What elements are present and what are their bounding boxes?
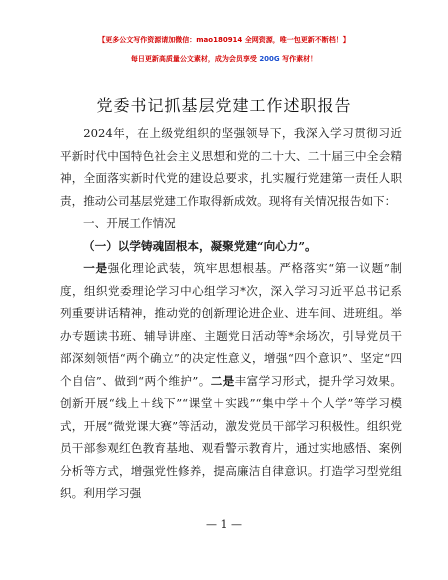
document-body <box>60 122 402 505</box>
point-lead-2: 二是 <box>210 373 235 388</box>
document-title: 党委书记抓基层党建工作述职报告 <box>96 96 352 115</box>
promo-banner-text-b: 200G <box>259 55 280 63</box>
page-number: — 1 — <box>206 518 242 531</box>
promo-banner-text-a: 每日更新高质量公文素材，成为会员享受 <box>130 55 257 63</box>
point-text-2: 丰富学习形式，提升学习效果。创新开展“线上＋线下”“课堂＋实践”“集中学＋个人学”等学习模式，开展“微党课大赛”等活动，激发党员干部学习积极性。组织党员干部参观红色教育基地、观看警示教育片，通过实地感悟、案例分析等方式，增强党性修养，提高廉洁自律意识。打造学习型党组织。利用学习强 <box>60 373 402 500</box>
promo-banner-line-2 <box>0 54 448 64</box>
point-lead-1: 一是 <box>83 261 108 275</box>
section-heading: 一、开展工作情况 <box>83 216 176 230</box>
body-paragraph <box>60 257 402 505</box>
subsection-heading: （一）以学铸魂固根本，凝聚党建“向心力”。 <box>83 238 317 253</box>
promo-banner-text-c: 写作素材！ <box>282 55 318 63</box>
promo-banner-line-1: 【更多公文写作资源请加微信：mao180914 全网资源，唯一包更新不断档！】 <box>98 36 350 44</box>
point-text-1: 强化理论武装，筑牢思想根基。严格落实“第一议题”制度，组织党委理论学习中心组学习*次，深入学习习近平总书记系列重要讲话精神，推动党的创新理论进企业、进车间、进班组。举办专题读书班、辅导讲座、主题党日活动等*余场次，引导党员干部深刻领悟“两个确立”的决定性意义，增强“四个意识”、坚定“四个自信”、做到“两个维护”。 <box>60 261 402 388</box>
intro-paragraph: 2024年，在上级党组织的坚强领导下，我深入学习贯彻习近平新时代中国特色社会主义思想和党的二十大、二十届三中全会精神，全面落实新时代党的建设总要求，扎实履行党建第一责任人职责，推动公司基层党建工作取得新成效。现将有关情况报告如下： <box>60 126 402 208</box>
